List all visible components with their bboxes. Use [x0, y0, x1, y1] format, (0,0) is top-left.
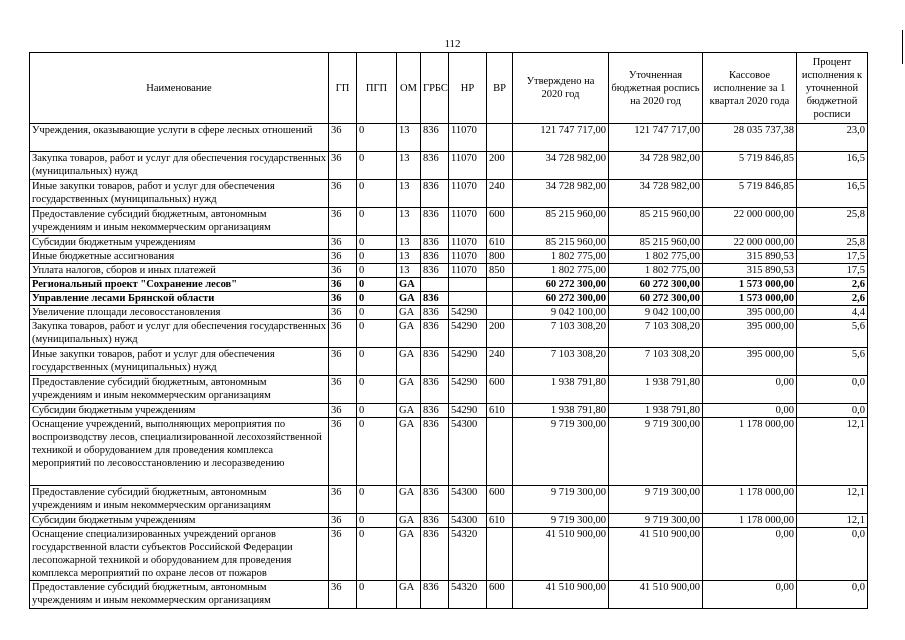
cell-nr: 11070	[449, 152, 487, 180]
cell-pgp: 0	[357, 528, 397, 581]
cell-refined: 34 728 982,00	[609, 152, 703, 180]
cell-refined: 9 042 100,00	[609, 306, 703, 320]
cell-om: GA	[397, 404, 421, 418]
cell-om: GA	[397, 348, 421, 376]
cell-approved: 1 802 775,00	[513, 264, 609, 278]
margin-line	[902, 30, 903, 64]
cell-cash: 1 178 000,00	[703, 486, 797, 514]
cell-om: 13	[397, 180, 421, 208]
col-header-om: ОМ	[397, 53, 421, 124]
col-header-pgp: ПГП	[357, 53, 397, 124]
cell-gp: 36	[329, 348, 357, 376]
cell-vr	[487, 278, 513, 292]
cell-approved: 1 802 775,00	[513, 250, 609, 264]
page-number: 112	[444, 38, 461, 50]
cell-refined: 9 719 300,00	[609, 418, 703, 486]
cell-cash: 22 000 000,00	[703, 236, 797, 250]
cell-om: GA	[397, 306, 421, 320]
cell-gp: 36	[329, 264, 357, 278]
cell-nr: 11070	[449, 264, 487, 278]
cell-gp: 36	[329, 514, 357, 528]
cell-nr	[449, 278, 487, 292]
cell-vr: 240	[487, 348, 513, 376]
cell-percent: 16,5	[797, 152, 868, 180]
cell-refined: 121 747 717,00	[609, 124, 703, 152]
cell-gp: 36	[329, 404, 357, 418]
cell-grbs: 836	[421, 208, 449, 236]
cell-cash: 5 719 846,85	[703, 180, 797, 208]
cell-percent: 25,8	[797, 236, 868, 250]
cell-percent: 12,1	[797, 418, 868, 486]
cell-pgp: 0	[357, 292, 397, 306]
cell-om: 13	[397, 208, 421, 236]
cell-nr: 54290	[449, 320, 487, 348]
cell-percent: 12,1	[797, 514, 868, 528]
cell-pgp: 0	[357, 418, 397, 486]
cell-name: Иные закупки товаров, работ и услуг для обеспечения государственных (муниципальных) нужд	[30, 348, 329, 376]
col-header-nr: НР	[449, 53, 487, 124]
cell-cash: 1 178 000,00	[703, 418, 797, 486]
table-row	[30, 152, 868, 180]
cell-nr: 11070	[449, 124, 487, 152]
table-row	[30, 514, 868, 528]
cell-cash: 5 719 846,85	[703, 152, 797, 180]
cell-cash: 0,00	[703, 528, 797, 581]
cell-vr: 240	[487, 180, 513, 208]
cell-pgp: 0	[357, 320, 397, 348]
table-row	[30, 264, 868, 278]
cell-gp: 36	[329, 250, 357, 264]
table-row	[30, 180, 868, 208]
cell-approved: 9 042 100,00	[513, 306, 609, 320]
cell-gp: 36	[329, 486, 357, 514]
cell-om: GA	[397, 581, 421, 609]
col-header-approved: Утверждено на 2020 год	[513, 53, 609, 124]
cell-om: GA	[397, 320, 421, 348]
cell-approved: 60 272 300,00	[513, 278, 609, 292]
cell-vr: 610	[487, 404, 513, 418]
cell-gp: 36	[329, 528, 357, 581]
cell-approved: 41 510 900,00	[513, 528, 609, 581]
cell-name: Предоставление субсидий бюджетным, автономным учреждениям и иным некоммерческим организациям	[30, 486, 329, 514]
cell-vr: 200	[487, 320, 513, 348]
cell-vr: 850	[487, 264, 513, 278]
cell-approved: 34 728 982,00	[513, 152, 609, 180]
cell-vr	[487, 418, 513, 486]
col-header-refined: Уточненная бюджетная роспись на 2020 год	[609, 53, 703, 124]
table-row	[30, 250, 868, 264]
cell-nr: 11070	[449, 236, 487, 250]
cell-refined: 60 272 300,00	[609, 292, 703, 306]
cell-percent: 5,6	[797, 348, 868, 376]
cell-nr: 54290	[449, 404, 487, 418]
cell-om: GA	[397, 514, 421, 528]
cell-approved: 60 272 300,00	[513, 292, 609, 306]
cell-percent: 0,0	[797, 581, 868, 609]
cell-refined: 41 510 900,00	[609, 581, 703, 609]
cell-percent: 12,1	[797, 486, 868, 514]
cell-cash: 0,00	[703, 581, 797, 609]
cell-name: Субсидии бюджетным учреждениям	[30, 236, 329, 250]
cell-om: GA	[397, 278, 421, 292]
cell-nr: 54290	[449, 376, 487, 404]
cell-om: GA	[397, 418, 421, 486]
cell-name: Иные закупки товаров, работ и услуг для обеспечения государственных (муниципальных) нужд	[30, 180, 329, 208]
cell-refined: 85 215 960,00	[609, 236, 703, 250]
cell-grbs: 836	[421, 306, 449, 320]
table-row	[30, 208, 868, 236]
cell-percent: 0,0	[797, 376, 868, 404]
cell-om: GA	[397, 292, 421, 306]
cell-nr: 54300	[449, 486, 487, 514]
cell-gp: 36	[329, 376, 357, 404]
cell-om: 13	[397, 236, 421, 250]
cell-nr: 11070	[449, 180, 487, 208]
table-row	[30, 236, 868, 250]
budget-table	[29, 52, 868, 609]
cell-vr: 200	[487, 152, 513, 180]
cell-pgp: 0	[357, 152, 397, 180]
cell-refined: 34 728 982,00	[609, 180, 703, 208]
cell-refined: 7 103 308,20	[609, 348, 703, 376]
cell-nr: 54320	[449, 528, 487, 581]
cell-name: Увеличение площади лесовосстановления	[30, 306, 329, 320]
col-header-gp: ГП	[329, 53, 357, 124]
cell-vr	[487, 528, 513, 581]
table-row	[30, 418, 868, 486]
cell-grbs: 836	[421, 124, 449, 152]
cell-gp: 36	[329, 124, 357, 152]
cell-name: Закупка товаров, работ и услуг для обеспечения государственных (муниципальных) нужд	[30, 320, 329, 348]
cell-name: Закупка товаров, работ и услуг для обеспечения государственных (муниципальных) нужд	[30, 152, 329, 180]
cell-grbs: 836	[421, 376, 449, 404]
table-row	[30, 306, 868, 320]
table-row-bold	[30, 292, 868, 306]
cell-grbs: 836	[421, 581, 449, 609]
cell-cash: 315 890,53	[703, 250, 797, 264]
cell-grbs: 836	[421, 264, 449, 278]
cell-refined: 9 719 300,00	[609, 486, 703, 514]
cell-approved: 34 728 982,00	[513, 180, 609, 208]
cell-nr	[449, 292, 487, 306]
cell-gp: 36	[329, 581, 357, 609]
cell-om: GA	[397, 486, 421, 514]
col-header-cash: Кассовое исполнение за 1 квартал 2020 года	[703, 53, 797, 124]
cell-approved: 9 719 300,00	[513, 514, 609, 528]
cell-pgp: 0	[357, 180, 397, 208]
cell-grbs: 836	[421, 320, 449, 348]
cell-cash: 395 000,00	[703, 320, 797, 348]
cell-refined: 60 272 300,00	[609, 278, 703, 292]
cell-om: 13	[397, 250, 421, 264]
cell-cash: 28 035 737,38	[703, 124, 797, 152]
cell-approved: 1 938 791,80	[513, 404, 609, 418]
cell-percent: 0,0	[797, 528, 868, 581]
col-header-vr: ВР	[487, 53, 513, 124]
cell-refined: 9 719 300,00	[609, 514, 703, 528]
cell-vr: 610	[487, 514, 513, 528]
cell-percent: 2,6	[797, 278, 868, 292]
cell-grbs: 836	[421, 180, 449, 208]
cell-grbs: 836	[421, 486, 449, 514]
cell-pgp: 0	[357, 124, 397, 152]
cell-pgp: 0	[357, 264, 397, 278]
table-header-row	[30, 53, 868, 124]
table-row	[30, 581, 868, 609]
cell-name: Управление лесами Брянской области	[30, 292, 329, 306]
cell-approved: 7 103 308,20	[513, 348, 609, 376]
table-row	[30, 376, 868, 404]
cell-pgp: 0	[357, 404, 397, 418]
cell-pgp: 0	[357, 376, 397, 404]
cell-grbs: 836	[421, 514, 449, 528]
cell-name: Оснащение специализированных учреждений органов государственной власти субъектов Российской Федерации лесопожарной техникой и оборудованием для проведения комплекса мероприятий по охране лесов от пожаров	[30, 528, 329, 581]
cell-nr: 54300	[449, 514, 487, 528]
cell-gp: 36	[329, 278, 357, 292]
cell-nr: 11070	[449, 208, 487, 236]
cell-approved: 9 719 300,00	[513, 486, 609, 514]
cell-name: Учреждения, оказывающие услуги в сфере лесных отношений	[30, 124, 329, 152]
cell-om: GA	[397, 528, 421, 581]
cell-approved: 85 215 960,00	[513, 236, 609, 250]
table-row-bold	[30, 278, 868, 292]
cell-vr: 600	[487, 376, 513, 404]
cell-pgp: 0	[357, 514, 397, 528]
cell-percent: 16,5	[797, 180, 868, 208]
cell-percent: 23,0	[797, 124, 868, 152]
cell-grbs: 836	[421, 418, 449, 486]
cell-grbs: 836	[421, 348, 449, 376]
cell-vr: 600	[487, 581, 513, 609]
cell-approved: 85 215 960,00	[513, 208, 609, 236]
cell-pgp: 0	[357, 208, 397, 236]
cell-grbs: 836	[421, 152, 449, 180]
table-row	[30, 124, 868, 152]
cell-pgp: 0	[357, 581, 397, 609]
cell-om: 13	[397, 152, 421, 180]
cell-approved: 7 103 308,20	[513, 320, 609, 348]
cell-gp: 36	[329, 306, 357, 320]
cell-gp: 36	[329, 208, 357, 236]
cell-gp: 36	[329, 418, 357, 486]
cell-pgp: 0	[357, 348, 397, 376]
cell-nr: 54320	[449, 581, 487, 609]
cell-percent: 2,6	[797, 292, 868, 306]
cell-pgp: 0	[357, 306, 397, 320]
table-row	[30, 348, 868, 376]
cell-pgp: 0	[357, 236, 397, 250]
cell-gp: 36	[329, 320, 357, 348]
cell-gp: 36	[329, 292, 357, 306]
cell-nr: 11070	[449, 250, 487, 264]
cell-cash: 315 890,53	[703, 264, 797, 278]
cell-name: Предоставление субсидий бюджетным, автономным учреждениям и иным некоммерческим организациям	[30, 208, 329, 236]
col-header-grbs: ГРБС	[421, 53, 449, 124]
cell-refined: 1 938 791,80	[609, 404, 703, 418]
cell-cash: 1 178 000,00	[703, 514, 797, 528]
cell-gp: 36	[329, 236, 357, 250]
cell-approved: 1 938 791,80	[513, 376, 609, 404]
cell-grbs: 836	[421, 404, 449, 418]
table-row	[30, 404, 868, 418]
cell-percent: 4,4	[797, 306, 868, 320]
cell-approved: 41 510 900,00	[513, 581, 609, 609]
cell-name: Оснащение учреждений, выполняющих мероприятия по воспроизводству лесов, специализированной лесохозяйственной техникой и оборудованием для проведения комплекса мероприятий по лесовосстановлению и лесоразведению	[30, 418, 329, 486]
cell-percent: 25,8	[797, 208, 868, 236]
cell-name: Предоставление субсидий бюджетным, автономным учреждениям и иным некоммерческим организациям	[30, 581, 329, 609]
cell-vr	[487, 124, 513, 152]
cell-pgp: 0	[357, 486, 397, 514]
cell-percent: 0,0	[797, 404, 868, 418]
cell-cash: 22 000 000,00	[703, 208, 797, 236]
cell-name: Субсидии бюджетным учреждениям	[30, 404, 329, 418]
cell-cash: 395 000,00	[703, 348, 797, 376]
cell-pgp: 0	[357, 278, 397, 292]
table-row	[30, 320, 868, 348]
cell-nr: 54300	[449, 418, 487, 486]
cell-refined: 7 103 308,20	[609, 320, 703, 348]
cell-vr: 800	[487, 250, 513, 264]
cell-approved: 121 747 717,00	[513, 124, 609, 152]
cell-vr	[487, 306, 513, 320]
cell-cash: 0,00	[703, 404, 797, 418]
cell-refined: 1 802 775,00	[609, 264, 703, 278]
cell-nr: 54290	[449, 306, 487, 320]
cell-nr: 54290	[449, 348, 487, 376]
cell-cash: 1 573 000,00	[703, 292, 797, 306]
cell-name: Региональный проект "Сохранение лесов"	[30, 278, 329, 292]
cell-om: 13	[397, 264, 421, 278]
cell-approved: 9 719 300,00	[513, 418, 609, 486]
cell-refined: 1 938 791,80	[609, 376, 703, 404]
col-header-name: Наименование	[30, 53, 329, 124]
cell-gp: 36	[329, 180, 357, 208]
table-row	[30, 486, 868, 514]
cell-cash: 0,00	[703, 376, 797, 404]
cell-grbs: 836	[421, 292, 449, 306]
cell-name: Субсидии бюджетным учреждениям	[30, 514, 329, 528]
cell-vr	[487, 292, 513, 306]
cell-name: Иные бюджетные ассигнования	[30, 250, 329, 264]
cell-grbs	[421, 278, 449, 292]
cell-grbs: 836	[421, 250, 449, 264]
cell-vr: 610	[487, 236, 513, 250]
cell-refined: 41 510 900,00	[609, 528, 703, 581]
cell-name: Предоставление субсидий бюджетным, автономным учреждениям и иным некоммерческим организациям	[30, 376, 329, 404]
cell-pgp: 0	[357, 250, 397, 264]
cell-vr: 600	[487, 208, 513, 236]
cell-gp: 36	[329, 152, 357, 180]
cell-om: 13	[397, 124, 421, 152]
cell-om: GA	[397, 376, 421, 404]
cell-vr: 600	[487, 486, 513, 514]
cell-percent: 17,5	[797, 250, 868, 264]
cell-cash: 1 573 000,00	[703, 278, 797, 292]
col-header-percent: Процент исполнения к уточненной бюджетной росписи	[797, 53, 868, 124]
cell-refined: 85 215 960,00	[609, 208, 703, 236]
cell-grbs: 836	[421, 528, 449, 581]
cell-refined: 1 802 775,00	[609, 250, 703, 264]
cell-percent: 5,6	[797, 320, 868, 348]
cell-percent: 17,5	[797, 264, 868, 278]
cell-grbs: 836	[421, 236, 449, 250]
cell-name: Уплата налогов, сборов и иных платежей	[30, 264, 329, 278]
table-row	[30, 528, 868, 581]
cell-cash: 395 000,00	[703, 306, 797, 320]
